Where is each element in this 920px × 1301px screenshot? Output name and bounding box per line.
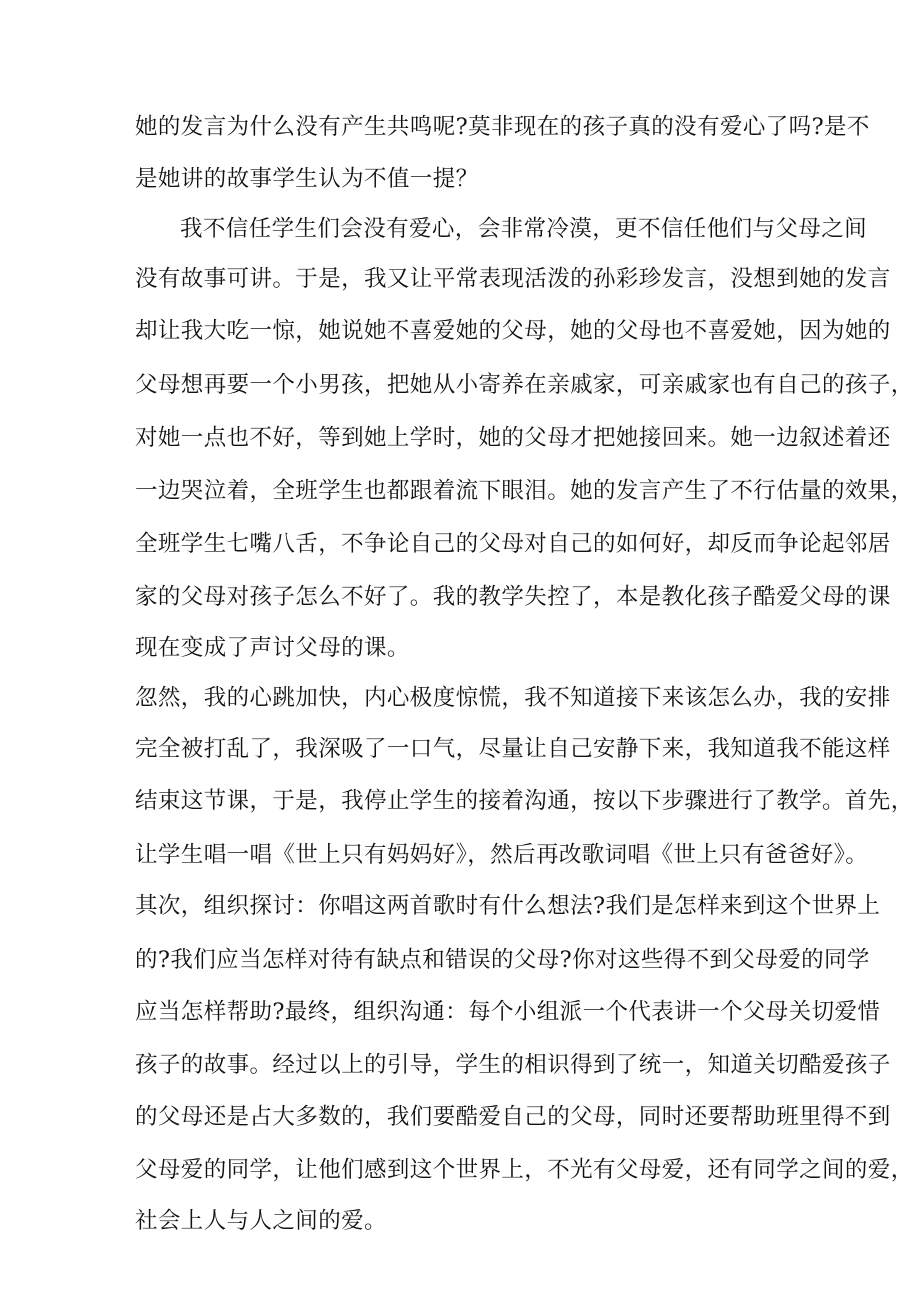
text-line: 的父母还是占大多数的，我们要酷爱自己的父母，同时还要帮助班里得不到: [135, 1104, 891, 1130]
text-line: 社会上人与人之间的爱。: [135, 1208, 387, 1234]
text-line: 父母爱的同学，让他们感到这个世界上，不光有父母爱，还有同学之间的爱，: [135, 1157, 914, 1183]
text-line: 应当怎样帮助?最终，组织沟通：每个小组派一个代表讲一个父母关切爱惜: [135, 999, 881, 1025]
text-line: 孩子的故事。经过以上的引导，学生的相识得到了统一，知道关切酷爱孩子: [135, 1052, 891, 1078]
text-line: 其次，组织探讨：你唱这两首歌时有什么想法?我们是怎样来到这个世界上: [135, 893, 881, 919]
text-line: 家的父母对孩子怎么不好了。我的教学失控了，本是教化孩子酷爱父母的课: [135, 584, 891, 610]
text-line: 对她一点也不好，等到她上学时，她的父母才把她接回来。她一边叙述着还: [135, 425, 891, 451]
text-line: 现在变成了声讨父母的课。: [135, 635, 410, 661]
text-line: 父母想再要一个小男孩，把她从小寄养在亲戚家，可亲戚家也有自己的孩子，: [135, 372, 914, 398]
text-line: 让学生唱一唱《世上只有妈妈好》，然后再改歌词唱《世上只有爸爸好》。: [135, 842, 869, 868]
text-line: 的?我们应当怎样对待有缺点和错误的父母?你对这些得不到父母爱的同学: [135, 947, 870, 973]
text-line: 没有故事可讲。于是，我又让平常表现活泼的孙彩珍发言，没想到她的发言: [135, 266, 891, 292]
text-line: 完全被打乱了，我深吸了一口气，尽量让自己安静下来，我知道我不能这样: [135, 736, 891, 762]
text-line: 她的发言为什么没有产生共鸣呢?莫非现在的孩子真的没有爱心了吗?是不: [135, 114, 870, 140]
text-line: 我不信任学生们会没有爱心，会非常冷漠，更不信任他们与父母之间: [180, 216, 868, 242]
text-line: 是她讲的故事学生认为不值一提？: [135, 166, 479, 192]
text-line: 结束这节课，于是，我停止学生的接着沟通，按以下步骤进行了教学。首先，: [135, 788, 914, 814]
text-line: 一边哭泣着，全班学生也都跟着流下眼泪。她的发言产生了不行估量的效果，: [135, 478, 914, 504]
text-line: 忽然，我的心跳加快，内心极度惊慌，我不知道接下来该怎么办，我的安排: [135, 685, 891, 711]
text-line: 却让我大吃一惊，她说她不喜爱她的父母，她的父母也不喜爱她，因为她的: [135, 318, 891, 344]
text-line: 全班学生七嘴八舌，不争论自己的父母对自己的如何好，却反而争论起邻居: [135, 531, 891, 557]
